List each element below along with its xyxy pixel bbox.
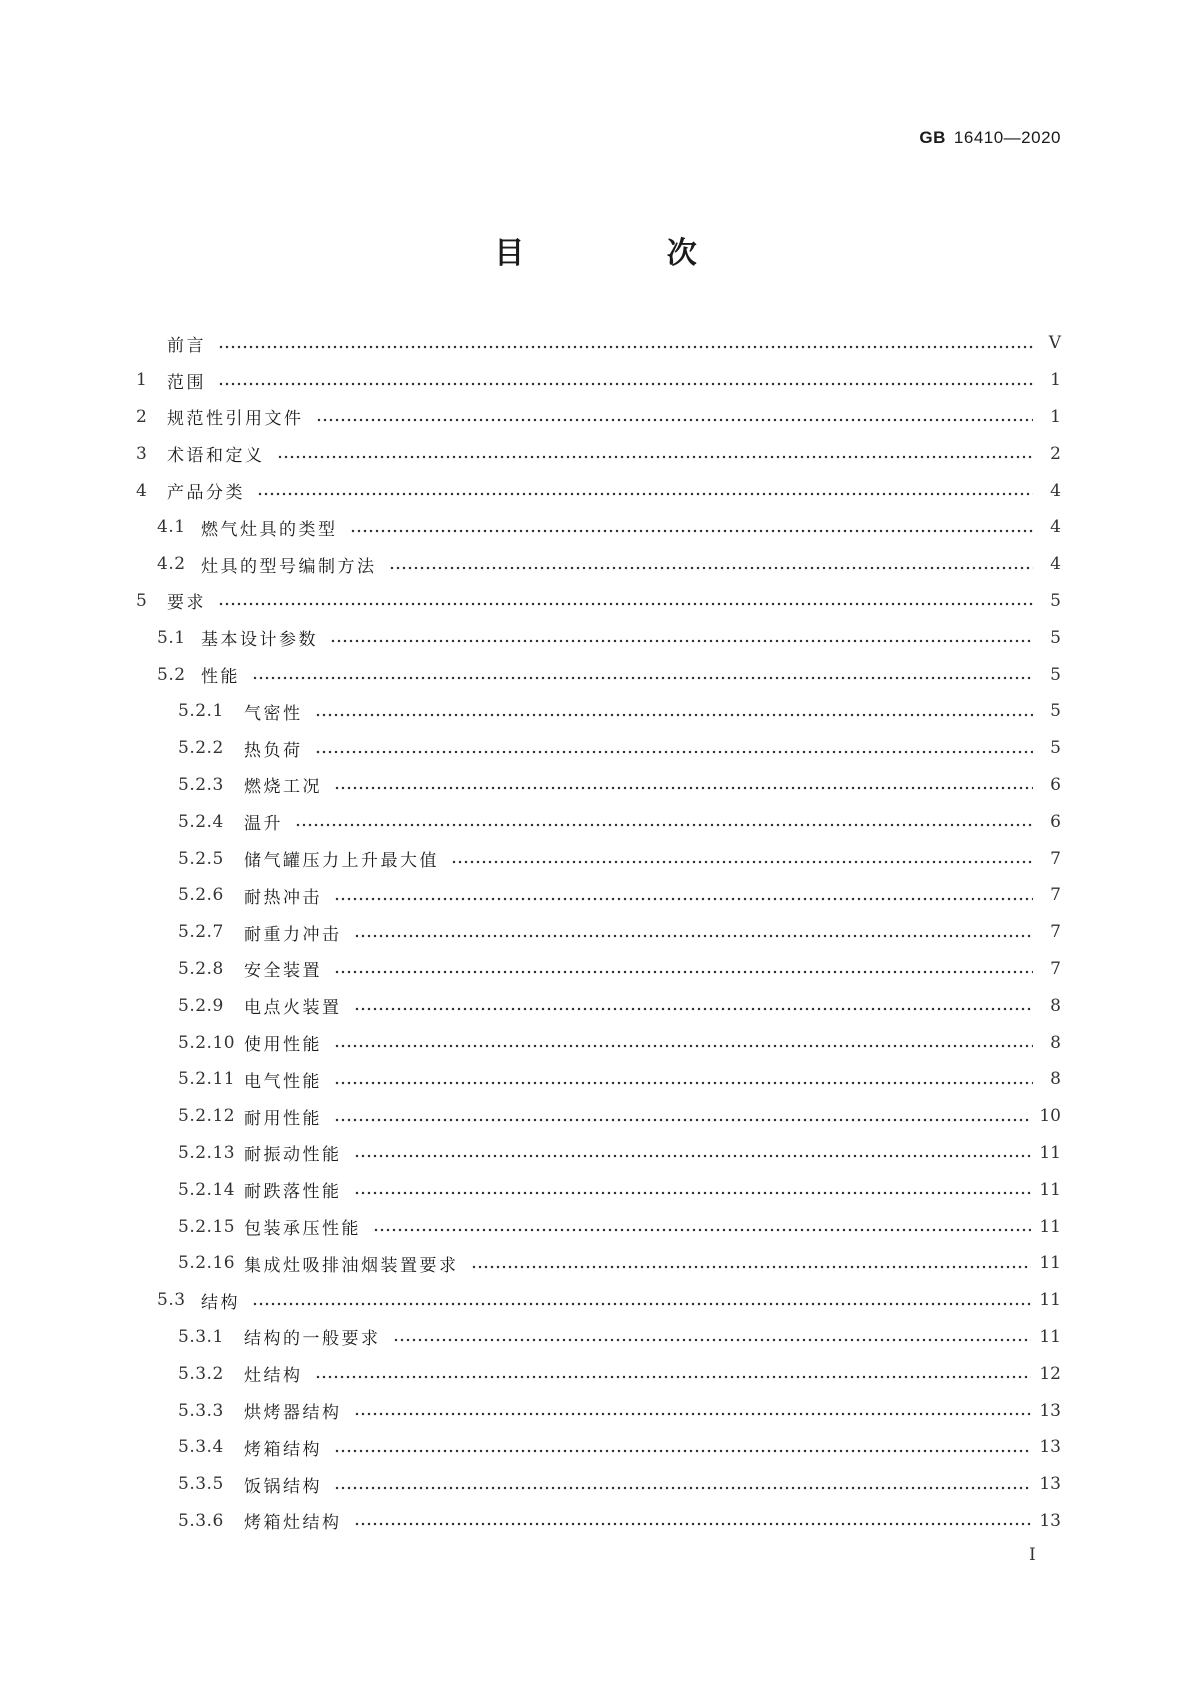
toc-entry-page: 1 xyxy=(1050,370,1061,391)
toc-entry-page: 7 xyxy=(1050,958,1061,979)
toc-entry[interactable] xyxy=(136,693,1061,730)
toc-entry[interactable] xyxy=(136,656,1061,693)
toc-entry-page: 10 xyxy=(1039,1106,1061,1127)
toc-entry-label: 安全装置 xyxy=(244,961,322,982)
toc-entry-label: 饭锅结构 xyxy=(244,1476,322,1497)
dot-leader xyxy=(330,629,1033,646)
toc-entry-page: 11 xyxy=(1039,1179,1061,1200)
toc-entry[interactable] xyxy=(136,840,1061,877)
toc-entry-label: 使用性能 xyxy=(244,1035,322,1056)
toc-entry-number: 5.2.2 xyxy=(178,738,224,759)
toc-entry-number: 5.3.4 xyxy=(178,1437,224,1458)
dot-leader xyxy=(334,887,1033,904)
toc-entry[interactable] xyxy=(136,1061,1061,1098)
toc-entry-label: 范围 xyxy=(167,372,206,393)
toc-entry-number: 4 xyxy=(136,480,148,501)
dot-leader xyxy=(334,960,1033,977)
toc-entry[interactable] xyxy=(136,509,1061,546)
toc-entry-number: 5.2.11 xyxy=(178,1069,236,1090)
toc-entry-number: 2 xyxy=(136,406,148,427)
dot-leader xyxy=(350,519,1034,536)
toc-entry-number: 5.2.15 xyxy=(178,1216,236,1237)
toc-entry-label: 耐振动性能 xyxy=(244,1145,342,1166)
page-number: I xyxy=(1029,1545,1036,1565)
toc-entry-page: 11 xyxy=(1039,1326,1061,1347)
toc-entry-number: 5.2.1 xyxy=(178,701,224,722)
dot-leader xyxy=(277,445,1034,462)
toc-entry[interactable] xyxy=(136,1503,1061,1540)
dot-leader xyxy=(334,1476,1031,1493)
toc-entry[interactable] xyxy=(136,803,1061,840)
toc-entry[interactable] xyxy=(136,1282,1061,1319)
toc-entry-page: 2 xyxy=(1050,443,1061,464)
toc-entry-number: 5.2.10 xyxy=(178,1032,236,1053)
dot-leader xyxy=(218,592,1033,609)
toc-entry[interactable] xyxy=(136,1392,1061,1429)
toc-entry-page: 13 xyxy=(1039,1474,1061,1495)
toc-entry[interactable] xyxy=(136,1319,1061,1356)
dot-leader xyxy=(334,1439,1031,1456)
toc-entry-page: 5 xyxy=(1050,738,1061,759)
toc-entry-number: 5.2.16 xyxy=(178,1253,236,1274)
toc-entry[interactable] xyxy=(136,877,1061,914)
toc-entry-number: 5.2.12 xyxy=(178,1106,236,1127)
toc-entry-label: 结构 xyxy=(201,1292,240,1313)
toc-entry-number: 5.2.13 xyxy=(178,1142,236,1163)
dot-leader xyxy=(252,666,1033,683)
dot-leader xyxy=(451,850,1033,867)
toc-entry-label: 气密性 xyxy=(244,703,303,724)
toc-entry[interactable] xyxy=(136,546,1061,583)
dot-leader xyxy=(354,1144,1032,1161)
toc-entry-page: 11 xyxy=(1039,1216,1061,1237)
dot-leader xyxy=(252,1292,1031,1309)
toc-entry[interactable] xyxy=(136,1135,1061,1172)
toc-entry[interactable] xyxy=(136,1208,1061,1245)
toc-entry-number: 5.2.8 xyxy=(178,958,224,979)
toc-entry-page: 6 xyxy=(1050,811,1061,832)
toc-entry-label: 包装承压性能 xyxy=(244,1219,361,1240)
toc-entry-page: 11 xyxy=(1039,1290,1061,1311)
toc-entry-label: 要求 xyxy=(167,593,206,614)
toc-entry-number: 5 xyxy=(136,590,148,611)
toc-entry-page: 12 xyxy=(1039,1363,1061,1384)
toc-entry-label: 前言 xyxy=(167,335,206,356)
dot-leader xyxy=(315,703,1034,720)
dot-leader xyxy=(389,556,1034,573)
toc-entry-label: 灶结构 xyxy=(244,1366,303,1387)
toc-entry[interactable] xyxy=(136,362,1061,399)
toc-entry-page: 4 xyxy=(1050,554,1061,575)
toc-entry-number: 5.1 xyxy=(157,627,186,648)
toc-entry-label: 耐用性能 xyxy=(244,1108,322,1129)
toc-entry-page: 11 xyxy=(1039,1253,1061,1274)
toc-entry-label: 耐跌落性能 xyxy=(244,1182,342,1203)
dot-leader xyxy=(354,1402,1032,1419)
toc-entry-page: 5 xyxy=(1050,627,1061,648)
dot-leader xyxy=(354,1181,1032,1198)
toc-entry-number: 3 xyxy=(136,443,148,464)
toc-entry-label: 耐重力冲击 xyxy=(244,924,342,945)
toc-entry[interactable] xyxy=(136,730,1061,767)
dot-leader xyxy=(354,1512,1032,1529)
toc-entry-page: 4 xyxy=(1050,517,1061,538)
toc-entry-page: 8 xyxy=(1050,1069,1061,1090)
toc-entry-label: 温升 xyxy=(244,814,283,835)
toc-entry[interactable] xyxy=(136,435,1061,472)
toc-entry-number: 5.2.3 xyxy=(178,774,224,795)
toc-entry-page: 5 xyxy=(1050,701,1061,722)
toc-entry-number: 5.2.14 xyxy=(178,1179,236,1200)
toc-entry[interactable] xyxy=(136,987,1061,1024)
table-of-contents xyxy=(136,325,1061,1539)
toc-entry-page: 5 xyxy=(1050,664,1061,685)
standard-number: 16410—2020 xyxy=(953,128,1061,147)
toc-entry[interactable] xyxy=(136,1466,1061,1503)
toc-entry-page: Ⅴ xyxy=(1048,333,1061,354)
toc-entry-page: 7 xyxy=(1050,885,1061,906)
toc-entry-label: 燃气灶具的类型 xyxy=(201,519,338,540)
toc-entry-page: 7 xyxy=(1050,922,1061,943)
toc-entry-label: 灶具的型号编制方法 xyxy=(201,556,377,577)
toc-entry-number: 5.3.3 xyxy=(178,1400,224,1421)
toc-entry-page: 11 xyxy=(1039,1142,1061,1163)
toc-entry[interactable] xyxy=(136,399,1061,436)
toc-title: 目 次 xyxy=(494,236,763,271)
toc-entry[interactable] xyxy=(136,1024,1061,1061)
toc-entry-page: 7 xyxy=(1050,848,1061,869)
toc-entry[interactable] xyxy=(136,1429,1061,1466)
toc-entry-number: 5.2.7 xyxy=(178,922,224,943)
toc-entry-page: 13 xyxy=(1039,1437,1061,1458)
toc-entry[interactable] xyxy=(136,1245,1061,1282)
standard-prefix: GB xyxy=(919,128,946,147)
toc-entry-label: 烤箱结构 xyxy=(244,1439,322,1460)
dot-leader xyxy=(471,1255,1032,1272)
toc-entry-number: 4.1 xyxy=(157,517,186,538)
dot-leader xyxy=(373,1218,1031,1235)
toc-entry-label: 储气罐压力上升最大值 xyxy=(244,851,439,872)
toc-entry-label: 集成灶吸排油烟装置要求 xyxy=(244,1255,459,1276)
toc-entry-page: 8 xyxy=(1050,1032,1061,1053)
toc-entry-number: 5.2.6 xyxy=(178,885,224,906)
toc-entry-label: 产品分类 xyxy=(167,483,245,504)
toc-entry-page: 4 xyxy=(1050,480,1061,501)
toc-entry[interactable] xyxy=(136,914,1061,951)
toc-entry-number: 4.2 xyxy=(157,554,186,575)
toc-entry[interactable] xyxy=(136,951,1061,988)
dot-leader xyxy=(315,1365,1032,1382)
toc-entry-number: 5.3.2 xyxy=(178,1363,224,1384)
toc-entry-number: 5.3.1 xyxy=(178,1326,224,1347)
dot-leader xyxy=(334,1108,1031,1125)
toc-entry-label: 电点火装置 xyxy=(244,998,342,1019)
toc-entry-label: 燃烧工况 xyxy=(244,777,322,798)
toc-entry-number: 5.3 xyxy=(157,1290,186,1311)
dot-leader xyxy=(257,482,1033,499)
toc-entry-number: 5.2.5 xyxy=(178,848,224,869)
dot-leader xyxy=(316,408,1034,425)
toc-entry-label: 性能 xyxy=(201,667,240,688)
toc-entry-page: 5 xyxy=(1050,590,1061,611)
toc-entry-number: 5.2.9 xyxy=(178,995,224,1016)
toc-entry-page: 1 xyxy=(1050,406,1061,427)
dot-leader xyxy=(334,1071,1033,1088)
toc-entry[interactable] xyxy=(136,619,1061,656)
toc-entry-page: 6 xyxy=(1050,774,1061,795)
toc-entry[interactable] xyxy=(136,472,1061,509)
toc-entry-number: 5.2 xyxy=(157,664,186,685)
toc-entry[interactable] xyxy=(136,767,1061,804)
dot-leader xyxy=(354,997,1034,1014)
dot-leader xyxy=(334,1034,1033,1051)
dot-leader xyxy=(218,335,1033,352)
toc-entry-number: 5.3.5 xyxy=(178,1474,224,1495)
dot-leader xyxy=(295,813,1033,830)
toc-entry-label: 耐热冲击 xyxy=(244,887,322,908)
toc-entry-label: 热负荷 xyxy=(244,740,303,761)
dot-leader xyxy=(334,776,1033,793)
toc-entry-label: 术语和定义 xyxy=(167,446,265,467)
toc-entry-label: 烤箱灶结构 xyxy=(244,1513,342,1534)
toc-entry-number: 5.3.6 xyxy=(178,1510,224,1531)
toc-entry[interactable] xyxy=(136,1355,1061,1392)
toc-entry[interactable] xyxy=(136,583,1061,620)
toc-entry-label: 规范性引用文件 xyxy=(167,409,304,430)
toc-entry[interactable] xyxy=(136,1098,1061,1135)
dot-leader xyxy=(393,1328,1032,1345)
toc-entry-page: 13 xyxy=(1039,1510,1061,1531)
toc-entry-label: 基本设计参数 xyxy=(201,630,318,651)
toc-entry[interactable] xyxy=(136,325,1061,362)
toc-entry[interactable] xyxy=(136,1171,1061,1208)
standard-code xyxy=(919,128,1061,148)
dot-leader xyxy=(315,740,1034,757)
toc-entry-number: 5.2.4 xyxy=(178,811,224,832)
dot-leader xyxy=(354,924,1034,941)
toc-entry-page: 8 xyxy=(1050,995,1061,1016)
dot-leader xyxy=(218,372,1033,389)
toc-entry-label: 结构的一般要求 xyxy=(244,1329,381,1350)
toc-entry-label: 烘烤器结构 xyxy=(244,1403,342,1423)
toc-entry-page: 13 xyxy=(1039,1400,1061,1421)
toc-entry-label: 电气性能 xyxy=(244,1071,322,1092)
toc-entry-number: 1 xyxy=(136,370,148,391)
